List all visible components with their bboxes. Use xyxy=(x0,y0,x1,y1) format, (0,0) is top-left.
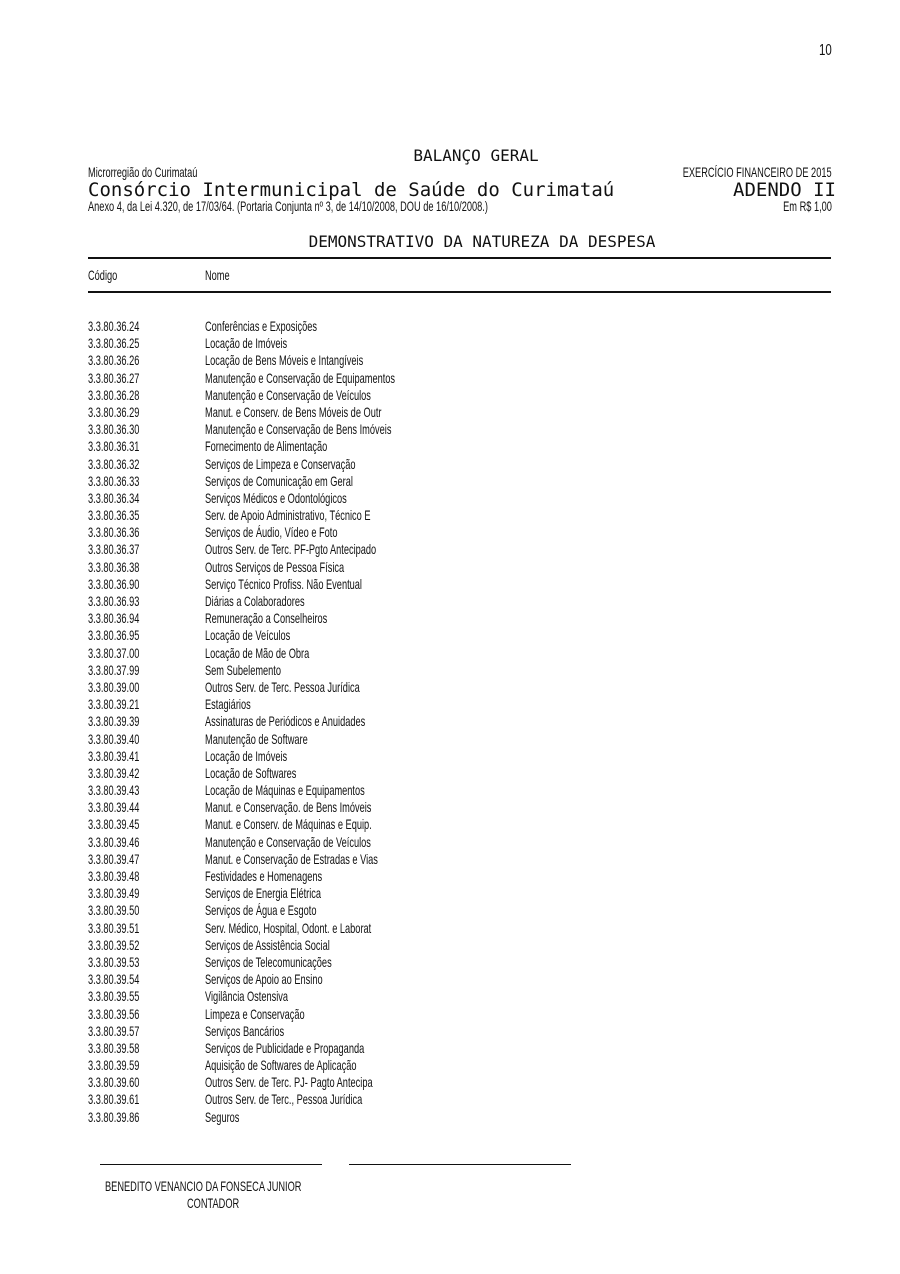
row-code: 3.3.80.36.37 xyxy=(88,541,140,558)
report-title: DEMONSTRATIVO DA NATUREZA DA DESPESA xyxy=(308,232,656,251)
row-code: 3.3.80.36.36 xyxy=(88,524,140,541)
table-row xyxy=(88,593,688,610)
header-rule-bottom xyxy=(88,291,831,293)
row-code: 3.3.80.39.41 xyxy=(88,747,140,764)
table-row xyxy=(88,1006,688,1023)
row-code: 3.3.80.39.50 xyxy=(88,902,140,919)
row-code: 3.3.80.36.95 xyxy=(88,627,140,644)
table-row xyxy=(88,473,688,490)
table-row xyxy=(88,765,688,782)
table-row xyxy=(88,748,688,765)
table-row xyxy=(88,971,688,988)
row-code: 3.3.80.39.58 xyxy=(88,1039,140,1056)
row-name: Manutenção e Conservação de Veículos xyxy=(205,833,371,850)
row-name: Festividades e Homenagens xyxy=(205,868,323,884)
signature-line-left xyxy=(100,1164,322,1165)
row-code: 3.3.80.39.53 xyxy=(88,953,140,970)
table-row xyxy=(88,731,688,748)
table-row xyxy=(88,954,688,971)
table-row xyxy=(88,1023,688,1040)
row-code: 3.3.80.36.24 xyxy=(88,318,140,334)
table-row xyxy=(88,387,688,404)
table-row xyxy=(88,541,688,558)
table-row xyxy=(88,559,688,576)
table-row xyxy=(88,404,688,421)
currency-label: Em R$ 1,00 xyxy=(783,198,832,214)
row-name: Locação de Imóveis xyxy=(205,747,288,764)
row-name: Serv. de Apoio Administrativo, Técnico E xyxy=(205,507,371,524)
table-row xyxy=(88,834,688,851)
row-name: Serviços de Áudio, Vídeo e Foto xyxy=(205,524,338,541)
row-name: Manutenção e Conservação de Veículos xyxy=(205,386,371,403)
row-code: 3.3.80.36.30 xyxy=(88,421,140,438)
row-name: Limpeza e Conservação xyxy=(205,1005,305,1022)
row-name: Serv. Médico, Hospital, Odont. e Laborat xyxy=(205,919,372,936)
page-number: 10 xyxy=(819,42,832,59)
table-row xyxy=(88,713,688,730)
legal-reference: Anexo 4, da Lei 4.320, de 17/03/64. (Portaria Conjunta nº 3, de 14/10/2008, DOU de 16/10/2008.) xyxy=(88,198,488,214)
row-name: Manutenção e Conservação de Equipamentos xyxy=(205,369,396,386)
table-row xyxy=(88,816,688,833)
table-row xyxy=(88,1091,688,1108)
table-row xyxy=(88,507,688,524)
row-name: Manutenção de Software xyxy=(205,730,308,747)
table-row xyxy=(88,920,688,937)
table-row xyxy=(88,679,688,696)
row-code: 3.3.80.39.59 xyxy=(88,1057,140,1074)
row-name: Serviços de Limpeza e Conservação xyxy=(205,455,356,472)
row-code: 3.3.80.39.86 xyxy=(88,1108,140,1125)
table-row xyxy=(88,851,688,868)
row-code: 3.3.80.36.31 xyxy=(88,438,140,455)
table-row xyxy=(88,438,688,455)
row-name: Serviços de Energia Elétrica xyxy=(205,885,322,902)
table-row xyxy=(88,988,688,1005)
row-code: 3.3.80.39.60 xyxy=(88,1074,140,1091)
row-code: 3.3.80.36.35 xyxy=(88,507,140,524)
table-row xyxy=(88,645,688,662)
row-name: Locação de Softwares xyxy=(205,764,297,781)
table-row xyxy=(88,782,688,799)
region-label: Microrregião do Curimataú xyxy=(88,164,198,180)
table-row xyxy=(88,662,688,679)
row-code: 3.3.80.36.29 xyxy=(88,403,140,420)
signer-name: BENEDITO VENANCIO DA FONSECA JUNIOR xyxy=(105,1178,302,1194)
row-code: 3.3.80.39.00 xyxy=(88,678,140,695)
row-name: Locação de Máquinas e Equipamentos xyxy=(205,782,365,799)
row-name: Manutenção e Conservação de Bens Imóveis xyxy=(205,421,392,438)
table-row xyxy=(88,1057,688,1074)
header-rule-top xyxy=(88,257,831,259)
row-code: 3.3.80.39.49 xyxy=(88,885,140,902)
row-code: 3.3.80.39.54 xyxy=(88,971,140,988)
row-name: Manut. e Conservação. de Bens Imóveis xyxy=(205,799,372,816)
row-code: 3.3.80.36.32 xyxy=(88,455,140,472)
row-code: 3.3.80.39.46 xyxy=(88,833,140,850)
row-name: Estagiários xyxy=(205,696,251,713)
row-code: 3.3.80.39.21 xyxy=(88,696,140,713)
row-name: Serviços de Água e Esgoto xyxy=(205,902,317,919)
table-row xyxy=(88,696,688,713)
row-code: 3.3.80.39.40 xyxy=(88,730,140,747)
row-name: Outros Serv. de Terc. PJ- Pagto Antecipa xyxy=(205,1074,373,1091)
table-row xyxy=(88,937,688,954)
row-code: 3.3.80.39.42 xyxy=(88,764,140,781)
row-code: 3.3.80.36.94 xyxy=(88,610,140,627)
row-code: 3.3.80.36.26 xyxy=(88,352,140,369)
table-row xyxy=(88,318,688,335)
table-row xyxy=(88,1040,688,1057)
row-code: 3.3.80.39.55 xyxy=(88,988,140,1005)
row-code: 3.3.80.39.61 xyxy=(88,1091,140,1108)
row-name: Serviços Médicos e Odontológicos xyxy=(205,489,347,506)
row-code: 3.3.80.39.47 xyxy=(88,850,140,867)
row-code: 3.3.80.37.00 xyxy=(88,644,140,661)
row-code: 3.3.80.39.43 xyxy=(88,782,140,799)
expense-table xyxy=(88,318,688,1126)
row-name: Serviços de Comunicação em Geral xyxy=(205,472,353,489)
column-header-name: Nome xyxy=(205,267,230,283)
row-name: Aquisição de Softwares de Aplicação xyxy=(205,1057,357,1074)
row-code: 3.3.80.36.27 xyxy=(88,369,140,386)
row-name: Manut. e Conservação de Estradas e Vias xyxy=(205,850,378,867)
row-code: 3.3.80.39.57 xyxy=(88,1022,140,1039)
table-row xyxy=(88,1074,688,1091)
signature-line-right xyxy=(349,1164,571,1165)
table-row xyxy=(88,370,688,387)
table-row xyxy=(88,576,688,593)
row-code: 3.3.80.39.48 xyxy=(88,868,140,884)
row-code: 3.3.80.36.90 xyxy=(88,575,140,592)
row-name: Manut. e Conserv. de Bens Móveis de Outr xyxy=(205,403,382,420)
row-name: Locação de Bens Móveis e Intangíveis xyxy=(205,352,364,369)
table-row xyxy=(88,335,688,352)
table-row xyxy=(88,902,688,919)
table-row xyxy=(88,627,688,644)
table-row xyxy=(88,524,688,541)
row-name: Serviços de Publicidade e Propaganda xyxy=(205,1039,365,1056)
row-code: 3.3.80.36.28 xyxy=(88,386,140,403)
row-code: 3.3.80.36.25 xyxy=(88,335,140,352)
row-name: Remuneração a Conselheiros xyxy=(205,610,328,627)
entity-name: Consórcio Intermunicipal de Saúde do Curimataú xyxy=(88,179,615,201)
table-row xyxy=(88,1109,688,1126)
signer-role: CONTADOR xyxy=(187,1195,240,1211)
row-name: Locação de Imóveis xyxy=(205,335,288,352)
row-code: 3.3.80.36.34 xyxy=(88,489,140,506)
column-header-code: Código xyxy=(88,267,118,283)
row-code: 3.3.80.39.52 xyxy=(88,936,140,953)
row-name: Outros Serv. de Terc. PF-Pgto Antecipado xyxy=(205,541,377,558)
document-title: BALANÇO GERAL xyxy=(413,146,539,165)
row-code: 3.3.80.39.45 xyxy=(88,816,140,833)
row-name: Sem Subelemento xyxy=(205,661,282,678)
table-row xyxy=(88,868,688,885)
row-name: Outros Serviços de Pessoa Física xyxy=(205,558,345,575)
row-code: 3.3.80.39.44 xyxy=(88,799,140,816)
row-code: 3.3.80.36.33 xyxy=(88,472,140,489)
row-name: Serviços de Assistência Social xyxy=(205,936,330,953)
row-name: Conferências e Exposições xyxy=(205,318,317,334)
row-name: Outros Serv. de Terc. Pessoa Jurídica xyxy=(205,678,360,695)
table-row xyxy=(88,421,688,438)
table-row xyxy=(88,456,688,473)
fiscal-year-label: EXERCÍCIO FINANCEIRO DE 2015 xyxy=(683,164,832,180)
row-code: 3.3.80.39.56 xyxy=(88,1005,140,1022)
row-name: Outros Serv. de Terc., Pessoa Jurídica xyxy=(205,1091,363,1108)
row-code: 3.3.80.39.39 xyxy=(88,713,140,730)
row-name: Manut. e Conserv. de Máquinas e Equip. xyxy=(205,816,372,833)
addendum-label: ADENDO II xyxy=(733,179,836,201)
row-code: 3.3.80.39.51 xyxy=(88,919,140,936)
row-name: Serviço Técnico Profiss. Não Eventual xyxy=(205,575,362,592)
table-row xyxy=(88,885,688,902)
row-name: Seguros xyxy=(205,1108,240,1125)
table-row xyxy=(88,490,688,507)
row-code: 3.3.80.37.99 xyxy=(88,661,140,678)
row-code: 3.3.80.36.38 xyxy=(88,558,140,575)
table-row xyxy=(88,799,688,816)
row-name: Serviços de Apoio ao Ensino xyxy=(205,971,323,988)
row-name: Serviços Bancários xyxy=(205,1022,285,1039)
table-row xyxy=(88,352,688,369)
row-name: Serviços de Telecomunicações xyxy=(205,953,332,970)
row-code: 3.3.80.36.93 xyxy=(88,593,140,609)
row-name: Locação de Veículos xyxy=(205,627,291,644)
row-name: Assinaturas de Periódicos e Anuidades xyxy=(205,713,366,730)
row-name: Fornecimento de Alimentação xyxy=(205,438,328,455)
row-name: Vigilância Ostensiva xyxy=(205,988,289,1005)
table-row xyxy=(88,610,688,627)
row-name: Locação de Mão de Obra xyxy=(205,644,310,661)
row-name: Diárias a Colaboradores xyxy=(205,593,305,609)
